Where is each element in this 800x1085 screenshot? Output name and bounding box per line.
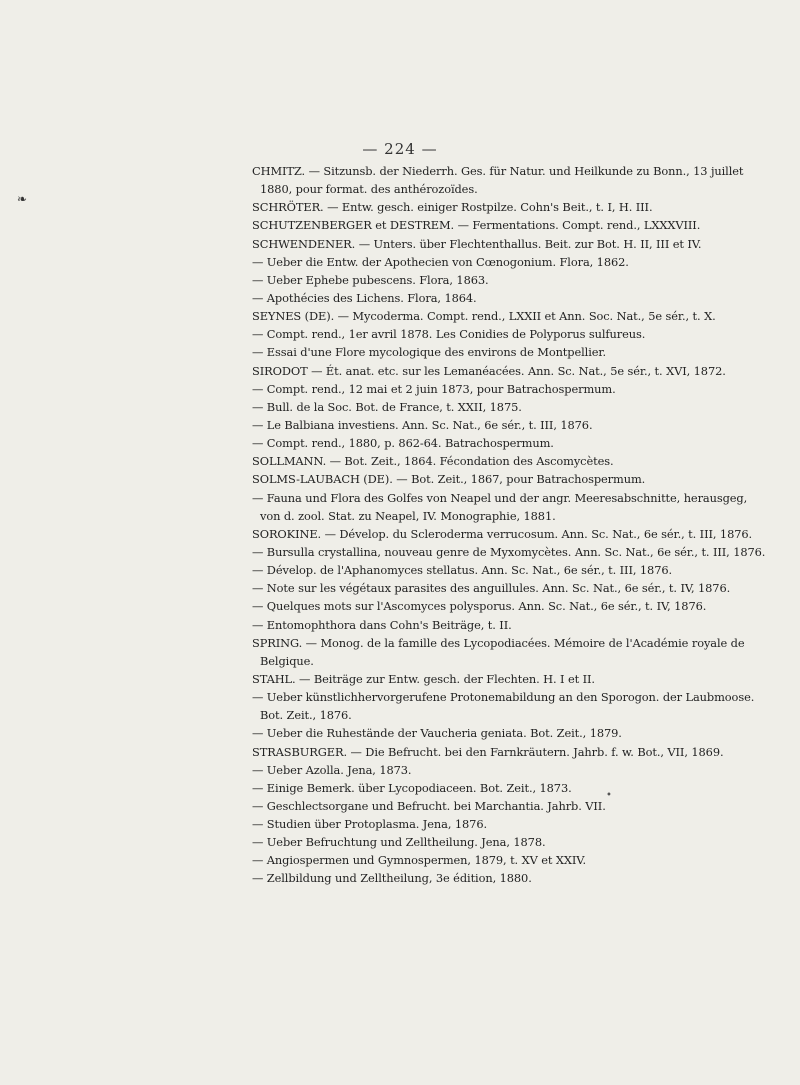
bibliography-line: SPRING. — Monog. de la famille des Lycopodiacées. Mémoire de l'Académie royale de	[252, 635, 745, 650]
bibliography-line: — Ueber Befruchtung und Zelltheilung. Jena, 1878.	[252, 835, 546, 850]
bibliography-line: — Ueber Ephebe pubescens. Flora, 1863.	[252, 272, 489, 287]
bibliography-line: — Compt. rend., 12 mai et 2 juin 1873, pour Batrachospermum.	[252, 381, 616, 396]
bibliography-line: SOLLMANN. — Bot. Zeit., 1864. Fécondation des Ascomycètes.	[252, 454, 614, 469]
bibliography-line: 1880, pour format. des anthérozoïdes.	[260, 182, 478, 197]
bibliography-line: — Compt. rend., 1er avril 1878. Les Conidies de Polyporus sulfureus.	[252, 327, 646, 342]
bibliography-line: — Apothécies des Lichens. Flora, 1864.	[252, 290, 477, 305]
bibliography-line: SCHRÖTER. — Entw. gesch. einiger Rostpilze. Cohn's Beit., t. I, H. III.	[252, 200, 653, 215]
bibliography-line: — Ueber Azolla. Jena, 1873.	[252, 762, 412, 777]
bibliography-line: — Note sur les végétaux parasites des anguillules. Ann. Sc. Nat., 6e sér., t. IV, 1876.	[252, 581, 731, 596]
bibliography-line: von d. zool. Stat. zu Neapel, IV. Monographie, 1881.	[260, 508, 556, 523]
bibliography-line: SEYNES (DE). — Mycoderma. Compt. rend., LXXII et Ann. Soc. Nat., 5e sér., t. X.	[252, 309, 716, 324]
bibliography-line: SOROKINE. — Dévelop. du Scleroderma verrucosum. Ann. Sc. Nat., 6e sér., t. III, 1876.	[252, 526, 753, 541]
bibliography-line: Bot. Zeit., 1876.	[260, 708, 352, 723]
margin-dot: •	[606, 790, 612, 801]
bibliography-line: — Compt. rend., 1880, p. 862-64. Batrachospermum.	[252, 436, 554, 451]
bibliography-line: — Bursulla crystallina, nouveau genre de Myxomycètes. Ann. Sc. Nat., 6e sér., t. III, 1876.	[252, 544, 766, 559]
margin-mark: ❧	[17, 192, 28, 206]
bibliography-line: STRASBURGER. — Die Befrucht. bei den Farnkräutern. Jahrb. f. w. Bot., VII, 1869.	[252, 744, 724, 759]
page-number: — 224 —	[362, 140, 438, 158]
bibliography-line: SCHWENDENER. — Unters. über Flechtenthallus. Beit. zur Bot. H. II, III et IV.	[252, 236, 702, 251]
bibliography-line: — Studien über Protoplasma. Jena, 1876.	[252, 817, 487, 832]
bibliography-line: — Quelques mots sur l'Ascomyces polysporus. Ann. Sc. Nat., 6e sér., t. IV, 1876.	[252, 599, 707, 614]
bibliography-line: CHMITZ. — Sitzunsb. der Niederrh. Ges. für Natur. und Heilkunde zu Bonn., 13 juillet	[252, 164, 744, 178]
bibliography-line: — Ueber die Entw. der Apothecien von Cœnogonium. Flora, 1862.	[252, 254, 629, 269]
bibliography-line: — Fauna und Flora des Golfes von Neapel und der angr. Meeresabschnitte, herausgeg,	[252, 490, 748, 505]
bibliography-line: — Entomophthora dans Cohn's Beiträge, t. II.	[252, 617, 512, 632]
bibliography-line: — Le Balbiana investiens. Ann. Sc. Nat., 6e sér., t. III, 1876.	[252, 417, 593, 432]
bibliography-line: STAHL. — Beiträge zur Entw. gesch. der Flechten. H. I et II.	[252, 671, 595, 686]
bibliography-line: SOLMS-LAUBACH (DE). — Bot. Zeit., 1867, pour Batrachospermum.	[252, 472, 646, 487]
bibliography-line: SCHUTZENBERGER et DESTREM. — Fermentations. Compt. rend., LXXXVIII.	[252, 218, 701, 233]
bibliography-line: — Ueber künstlichhervorgerufene Protonemabildung an den Sporogon. der Laubmoose.	[252, 690, 755, 705]
bibliography-line: — Bull. de la Soc. Bot. de France, t. XXII, 1875.	[252, 399, 522, 414]
bibliography-line: — Angiospermen und Gymnospermen, 1879, t. XV et XXIV.	[252, 853, 586, 868]
bibliography-line: Belgique.	[260, 653, 314, 668]
bibliography-line: — Geschlectsorgane und Befrucht. bei Marchantia. Jahrb. VII.	[252, 798, 606, 813]
bibliography-line: SIRODOT — Ét. anat. etc. sur les Lemanéacées. Ann. Sc. Nat., 5e sér., t. XVI, 1872.	[252, 363, 726, 378]
bibliography-line: — Essai d'une Flore mycologique des environs de Montpellier.	[252, 345, 607, 360]
bibliography-line: — Ueber die Ruhestände der Vaucheria geniata. Bot. Zeit., 1879.	[252, 726, 622, 741]
bibliography-line: — Einige Bemerk. über Lycopodiaceen. Bot. Zeit., 1873.	[252, 780, 572, 795]
bibliography-line: — Zellbildung und Zelltheilung, 3e édition, 1880.	[252, 871, 532, 886]
bibliography-list	[252, 162, 766, 888]
bibliography-line: — Dévelop. de l'Aphanomyces stellatus. Ann. Sc. Nat., 6e sér., t. III, 1876.	[252, 563, 673, 578]
